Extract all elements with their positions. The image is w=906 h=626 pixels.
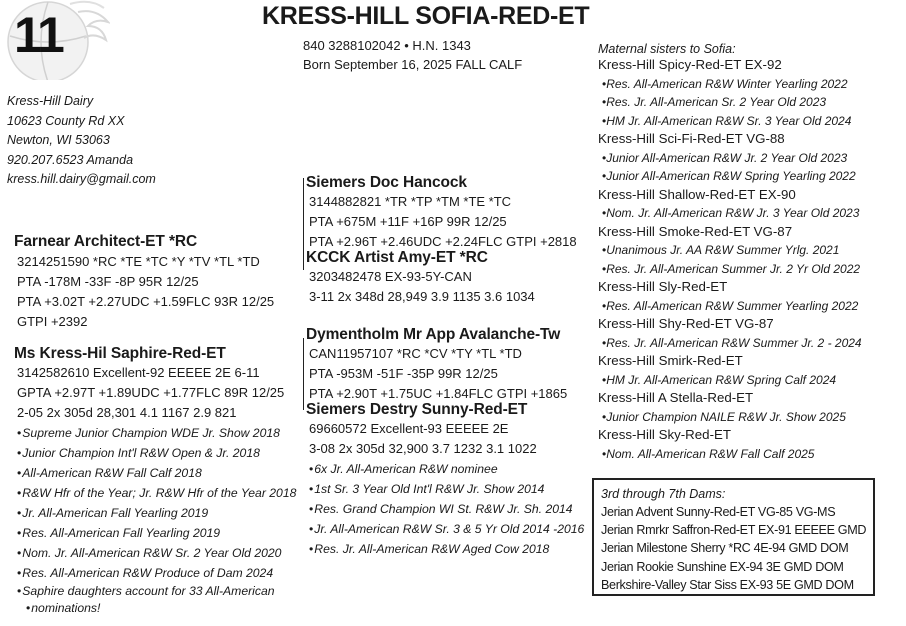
dam-award: • R&W Hfr of the Year; Jr. R&W Hfr of the Year 2018 <box>17 483 296 503</box>
ancestral-dam: Berkshire-Valley Star Siss EX-93 5E GMD DOM <box>601 577 854 592</box>
dam-gpta: GPTA +2.97T +1.89UDC +1.77FLC 89R 12/25 <box>17 385 285 400</box>
dam-award: • Jr. All-American Fall Yearling 2019 <box>17 503 296 523</box>
sister-award: • HM Jr. All-American R&W Spring Calf 2024 <box>598 371 862 390</box>
sister-name: Kress-Hill Shy-Red-ET VG-87 <box>598 316 774 331</box>
registration-line: 840 3288102042 • H.N. 1343 <box>303 38 471 53</box>
sire-block <box>14 233 197 251</box>
sister-award: • HM Jr. All-American R&W Sr. 3 Year Old 2024 <box>598 112 862 131</box>
sire-dam-block <box>306 249 535 307</box>
dam-side-bracket <box>303 338 304 410</box>
sire-name: Farnear Architect-ET *RC <box>14 233 198 250</box>
dam-award: • Res. All-American R&W Produce of Dam 2024 <box>17 563 296 583</box>
dam-dam-record: 3-08 2x 305d 32,900 3.7 1232 3.1 1022 <box>309 441 537 456</box>
dam-sire-pta-type: PTA +2.90T +1.75UC +1.84FLC GTPI +1865 <box>309 386 568 401</box>
maternal-sisters-list <box>598 56 862 463</box>
sister-name: Kress-Hill Sly-Red-ET <box>598 279 728 294</box>
dam-name: Ms Kress-Hil Saphire-Red-ET <box>14 345 226 362</box>
dam-dam-award: • Res. Grand Champion WI St. R&W Jr. Sh. 2014 <box>306 499 584 519</box>
sire-sire-pta-production: PTA +675M +11F +16P 99R 12/25 <box>309 214 507 229</box>
dam-award: • Junior Champion Int'l R&W Open & Jr. 2018 <box>17 443 296 463</box>
consignor-address: 10623 County Rd XX <box>7 113 125 128</box>
dam-dam-award: • 1st Sr. 3 Year Old Int'l R&W Jr. Show 2014 <box>306 479 584 499</box>
dam-award: • Nom. Jr. All-American R&W Sr. 2 Year Old 2020 <box>17 543 296 563</box>
lot-badge <box>0 0 110 80</box>
sire-sire-block <box>306 174 577 252</box>
ancestral-dam: Jerian Milestone Sherry *RC 4E-94 GMD DOM <box>601 541 849 556</box>
maternal-sisters <box>598 42 862 463</box>
dam-sire-block <box>306 326 567 404</box>
sire-pta-type: PTA +3.02T +2.27UDC +1.59FLC 93R 12/25 <box>17 294 275 309</box>
sister-name: Kress-Hill Sci-Fi-Red-ET VG-88 <box>598 131 785 146</box>
sire-gtpi: GTPI +2392 <box>17 314 88 329</box>
sire-details <box>17 252 274 332</box>
dam-award: • Saphire daughters account for 33 All-American <box>17 583 296 600</box>
dam-award: • Res. All-American Fall Yearling 2019 <box>17 523 296 543</box>
sire-side-bracket <box>303 178 304 270</box>
ancestral-dam: Jerian Advent Sunny-Red-ET VG-85 VG-MS <box>601 505 836 519</box>
dam-award: • Supreme Junior Champion WDE Jr. Show 2018 <box>17 423 296 443</box>
dam-dam-award: • Jr. All-American R&W Sr. 3 & 5 Yr Old 2014 -2016 <box>306 519 584 539</box>
sister-name: Kress-Hill Sky-Red-ET <box>598 427 731 442</box>
sire-dam-name: KCCK Artist Amy-ET *RC <box>306 249 488 266</box>
consignor-phone: 920.207.6523 Amanda <box>7 152 134 167</box>
dam-reg: 3142582610 Excellent-92 EEEEE 2E 6-11 <box>17 365 260 380</box>
sister-award: • Res. All-American R&W Summer Yearling 2022 <box>598 297 862 316</box>
sire-reg: 3214251590 *RC *TE *TC *Y *TV *TL *TD <box>17 254 260 269</box>
consignor-info <box>7 92 156 190</box>
animal-name-title: KRESS-HILL SOFIA-RED-ET <box>262 2 590 30</box>
sire-sire-reg: 3144882821 *TR *TP *TM *TE *TC <box>309 194 512 209</box>
dam-dam-award: • 6x Jr. All-American R&W nominee <box>306 459 584 479</box>
sister-name: Kress-Hill Smirk-Red-ET <box>598 353 743 368</box>
dam-sire-pta-production: PTA -953M -51F -35P 99R 12/25 <box>309 366 498 381</box>
sister-award: • Nom. All-American R&W Fall Calf 2025 <box>598 445 862 464</box>
dam-dam-block <box>306 401 584 559</box>
sister-award: • Junior All-American R&W Spring Yearling 2022 <box>598 167 862 186</box>
birth-date-line: Born September 16, 2025 FALL CALF <box>303 57 523 72</box>
sister-name: Kress-Hill Spicy-Red-ET EX-92 <box>598 57 782 72</box>
sister-name: Kress-Hill A Stella-Red-ET <box>598 390 754 405</box>
dam-dam-name: Siemers Destry Sunny-Red-ET <box>306 401 528 418</box>
consignor-farm: Kress-Hill Dairy <box>7 94 94 108</box>
sister-name: Kress-Hill Smoke-Red-ET VG-87 <box>598 223 793 239</box>
dam-details <box>17 363 296 617</box>
dam-block <box>14 345 226 363</box>
sister-award: • Res. Jr. All-American R&W Summer Jr. 2 - 2024 <box>598 334 862 353</box>
maternal-sisters-title: Maternal sisters to Sofia: <box>598 42 736 56</box>
ancestral-dam: Jerian Rookie Sunshine EX-94 3E GMD DOM <box>601 559 844 574</box>
sister-award: • Nom. Jr. All-American R&W Jr. 3 Year Old 2023 <box>598 204 862 223</box>
sire-sire-pta-type: PTA +2.96T +2.46UDC +2.24FLC GTPI +2818 <box>309 234 577 249</box>
ancestral-dam: Jerian Rmrkr Saffron-Red-ET EX-91 EEEEE GMD <box>601 523 867 538</box>
sire-sire-name: Siemers Doc Hancock <box>306 174 467 191</box>
consignor-email: kress.hill.dairy@gmail.com <box>7 172 156 186</box>
dam-award: • All-American R&W Fall Calf 2018 <box>17 463 296 483</box>
dam-dam-award: • Res. Jr. All-American R&W Aged Cow 2018 <box>306 539 584 559</box>
sister-award: • Junior Champion NAILE R&W Jr. Show 2025 <box>598 408 862 427</box>
consignor-city: Newton, WI 53063 <box>7 133 110 147</box>
sire-dam-record: 3-11 2x 348d 28,949 3.9 1135 3.6 1034 <box>309 289 535 304</box>
dam-sire-reg: CAN11957107 *RC *CV *TY *TL *TD <box>309 346 522 361</box>
dam-dam-reg: 69660572 Excellent-93 EEEEE 2E <box>309 421 509 436</box>
sister-award: • Res. All-American R&W Winter Yearling 2022 <box>598 75 862 94</box>
sire-dam-reg: 3203482478 EX-93-5Y-CAN <box>309 269 472 284</box>
sister-award: • Junior All-American R&W Jr. 2 Year Old 2023 <box>598 149 862 168</box>
sire-pta-production: PTA -178M -33F -8P 95R 12/25 <box>17 274 199 289</box>
ancestral-dams-title: 3rd through 7th Dams: <box>601 487 726 501</box>
dam-sire-name: Dymentholm Mr App Avalanche-Tw <box>306 326 561 343</box>
sister-award: • Unanimous Jr. AA R&W Summer Yrlg. 2021 <box>598 241 862 260</box>
dam-record: 2-05 2x 305d 28,301 4.1 1167 2.9 821 <box>17 405 237 420</box>
sister-award: • Res. Jr. All-American Sr. 2 Year Old 2023 <box>598 93 862 112</box>
sister-name: Kress-Hill Shallow-Red-ET EX-90 <box>598 186 796 202</box>
dam-award-continued: • nominations! <box>17 600 296 617</box>
ancestral-dams-box <box>592 478 875 596</box>
lot-number: 11 <box>14 7 63 63</box>
sister-award: • Res. Jr. All-American Summer Jr. 2 Yr Old 2022 <box>598 260 862 279</box>
